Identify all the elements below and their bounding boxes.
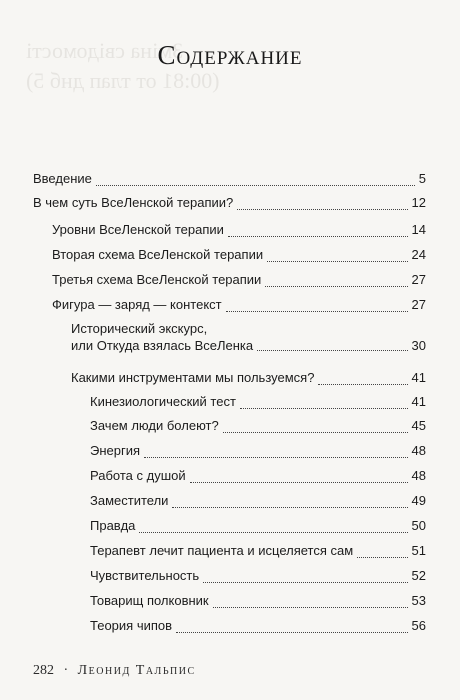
dot-leader <box>139 532 407 533</box>
toc-entry-label: Фигура — заряд — контекст <box>52 297 222 312</box>
toc-entry <box>52 272 426 290</box>
toc-entry <box>90 493 426 511</box>
toc-entry-label: Третья схема ВсеЛенской терапии <box>52 272 262 287</box>
toc-entry <box>90 394 426 412</box>
toc-entry <box>52 297 426 315</box>
toc-entry-page: 51 <box>411 543 426 558</box>
toc-entry-label: Чувствительность <box>90 568 200 583</box>
toc-entry-page: 49 <box>411 493 426 508</box>
toc-entry-label: Уровни ВсеЛенской терапии <box>52 222 224 237</box>
toc-entry-page: 53 <box>411 593 426 608</box>
toc-entry <box>33 171 426 189</box>
dot-leader <box>176 632 408 633</box>
page-number: 282 <box>33 663 54 678</box>
toc-entry-label: Заместители <box>90 493 169 508</box>
toc-entry-label: Какими инструментами мы пользуемся? <box>71 370 315 385</box>
bleed-through-line: (00:81 от тлап днб 5) <box>26 68 220 93</box>
toc-entry <box>52 222 426 240</box>
toc-entry-label: Вторая схема ВсеЛенской терапии <box>52 247 264 262</box>
toc-entry-label: Терапевт лечит пациента и исцеляется сам <box>90 543 354 558</box>
toc-entry-page: 48 <box>411 443 426 458</box>
toc-entry-label: Товарищ полковник <box>90 593 209 608</box>
page-footer <box>33 663 196 679</box>
toc-entry-label: Введение <box>33 171 92 186</box>
dot-leader <box>203 582 407 583</box>
dot-leader <box>240 408 408 409</box>
toc-entry <box>71 320 426 354</box>
dot-leader <box>226 311 408 312</box>
toc-entry-page: 24 <box>411 247 426 262</box>
toc-entry-label: В чем суть ВсеЛенской терапии? <box>33 195 234 210</box>
toc-entry-label: Теория чипов <box>90 618 173 633</box>
toc-entry-page: 41 <box>411 370 426 385</box>
dot-leader <box>267 261 407 262</box>
toc-entry-page: 50 <box>411 518 426 533</box>
dot-leader <box>190 482 408 483</box>
toc-entry <box>90 618 426 636</box>
dot-leader <box>265 286 407 287</box>
toc-entry-page: 56 <box>411 618 426 633</box>
dot-leader <box>213 607 408 608</box>
toc-entry-label: Кинезиологический тест <box>90 394 236 409</box>
dot-leader <box>96 185 415 186</box>
toc-entry-label: Работа с душой <box>90 468 186 483</box>
toc-entry <box>90 593 426 611</box>
dot-leader <box>172 507 407 508</box>
footer-separator: · <box>63 663 69 678</box>
bleed-through-line: Зміна свідомості <box>26 38 184 63</box>
page-title: Содержание <box>157 40 303 70</box>
toc-entry-page: 27 <box>411 297 426 312</box>
toc-entry-page: 30 <box>411 338 426 353</box>
toc-entry-page: 5 <box>418 171 426 186</box>
toc-entry <box>33 195 426 213</box>
dot-leader <box>357 557 407 558</box>
dot-leader <box>228 236 408 237</box>
dot-leader <box>257 350 407 351</box>
dot-leader <box>318 384 407 385</box>
toc-entry <box>90 468 426 486</box>
toc-entry <box>90 518 426 536</box>
toc-entry-label: Энергия <box>90 443 141 458</box>
toc-entry-label: Правда <box>90 518 136 533</box>
toc-entry-page: 14 <box>411 222 426 237</box>
toc-entry-label-continued: или Откуда взялась ВсеЛенка <box>71 338 254 353</box>
toc-entry-page: 48 <box>411 468 426 483</box>
dot-leader <box>237 209 407 210</box>
dot-leader <box>223 432 408 433</box>
toc-entry-page: 45 <box>411 418 426 433</box>
toc-entry-page: 52 <box>411 568 426 583</box>
toc-entry-page: 27 <box>411 272 426 287</box>
toc-entry <box>90 443 426 461</box>
dot-leader <box>144 457 408 458</box>
toc-entry <box>71 370 426 388</box>
toc-entry <box>90 568 426 586</box>
author-name: Леонид Тальпис <box>77 663 196 678</box>
toc-entry-label: Исторический экскурс, <box>71 321 208 336</box>
toc-entry <box>52 247 426 265</box>
toc-entry-page: 41 <box>411 394 426 409</box>
toc-entry-page: 12 <box>411 195 426 210</box>
toc-entry <box>90 418 426 436</box>
toc-entry <box>90 543 426 561</box>
toc-entry-label: Зачем люди болеют? <box>90 418 219 433</box>
